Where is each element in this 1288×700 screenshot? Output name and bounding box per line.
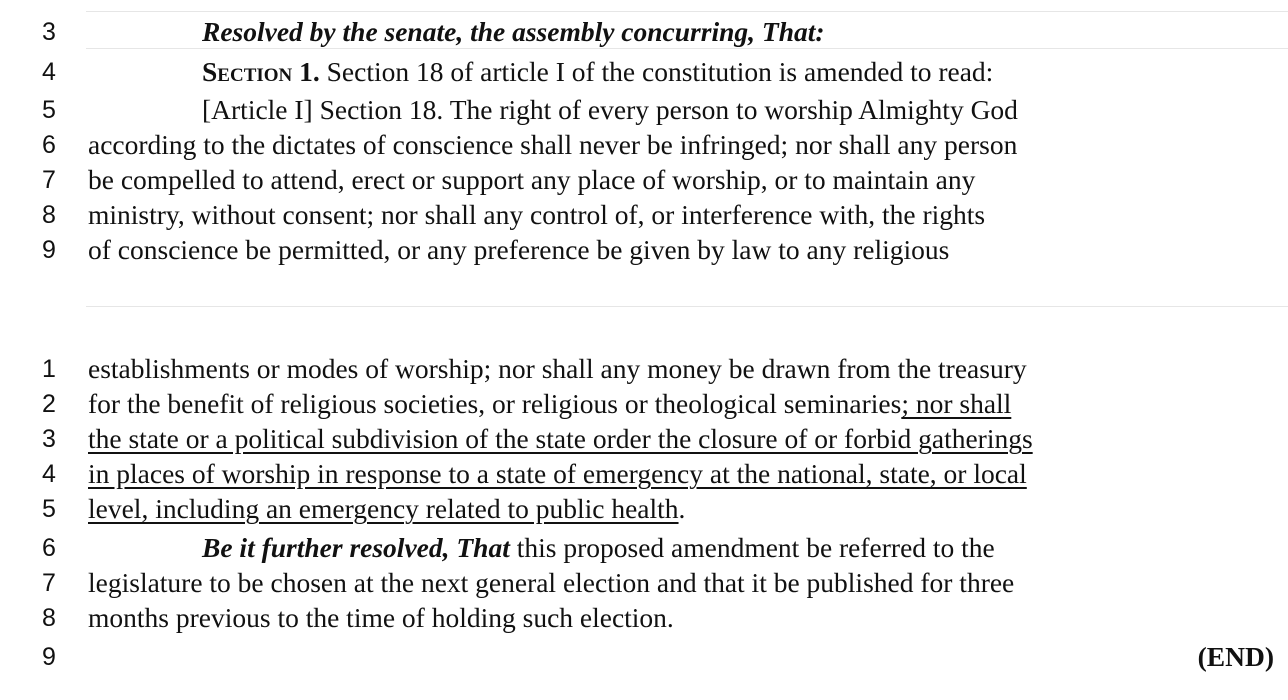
document-line	[0, 55, 1288, 89]
resolution-clause: Resolved by the senate, the assembly concurring, That:	[202, 16, 825, 47]
document-line	[0, 128, 1288, 162]
page-break-rule	[86, 306, 1288, 307]
line-number: 8	[42, 604, 56, 632]
document-line	[0, 198, 1288, 232]
line-number: 7	[42, 569, 56, 597]
line-number: 1	[42, 355, 56, 383]
line-number: 8	[42, 201, 56, 229]
document-line	[0, 233, 1288, 267]
document-line	[0, 352, 1288, 386]
document-line	[0, 15, 1288, 49]
inserted-text: the state or a political subdivision of the state order the closure of or forbid gatherings	[88, 423, 1033, 454]
document-line	[0, 457, 1288, 491]
line-text-segment: .	[678, 493, 686, 524]
inserted-text: level, including an emergency related to public health	[88, 493, 679, 524]
line-text-segment: this proposed amendment be referred to the	[509, 532, 995, 563]
line-text	[202, 55, 993, 89]
document-line	[0, 492, 1288, 526]
line-number: 5	[42, 96, 56, 124]
document-line	[0, 163, 1288, 197]
line-text: [Article I] Section 18. The right of every person to worship Almighty God	[202, 94, 1018, 125]
line-text: be compelled to attend, erect or support any place of worship, or to maintain any	[88, 164, 976, 195]
end-marker: (END)	[1197, 641, 1274, 672]
document-line	[0, 640, 1288, 674]
line-text	[202, 531, 995, 565]
document-line	[0, 601, 1288, 635]
line-number: 9	[42, 643, 56, 671]
line-number: 3	[42, 18, 56, 46]
document-line	[0, 387, 1288, 421]
line-text	[88, 387, 1011, 421]
line-number: 2	[42, 390, 56, 418]
line-text: ministry, without consent; nor shall any control of, or interference with, the rights	[88, 199, 986, 230]
line-text	[88, 492, 685, 526]
line-number: 5	[42, 495, 56, 523]
line-text-segment: Section 18 of article I of the constitution is amended to read:	[319, 56, 994, 87]
line-text: legislature to be chosen at the next general election and that it be published for three	[88, 567, 1015, 598]
line-text: months previous to the time of holding such election.	[88, 602, 674, 633]
line-text: of conscience be permitted, or any preference be given by law to any religious	[88, 234, 950, 265]
inserted-text: ; nor shall	[901, 388, 1012, 419]
line-number: 4	[42, 58, 56, 86]
line-number: 4	[42, 460, 56, 488]
line-number: 6	[42, 131, 56, 159]
line-text: according to the dictates of conscience shall never be infringed; nor shall any person	[88, 129, 1018, 160]
top-rule	[86, 11, 1288, 12]
further-resolved-clause: Be it further resolved, That	[202, 532, 510, 563]
section-heading: Section 1.	[202, 56, 320, 87]
document-line	[0, 422, 1288, 456]
line-number: 9	[42, 236, 56, 264]
line-number: 6	[42, 534, 56, 562]
document-line	[0, 93, 1288, 127]
document-line	[0, 566, 1288, 600]
line-text: establishments or modes of worship; nor shall any money be drawn from the treasury	[88, 353, 1027, 384]
line-text-segment: for the benefit of religious societies, or religious or theological seminaries	[88, 388, 902, 419]
inserted-text: in places of worship in response to a state of emergency at the national, state, or local	[88, 458, 1027, 489]
line-number: 3	[42, 425, 56, 453]
document-line	[0, 531, 1288, 565]
line-number: 7	[42, 166, 56, 194]
